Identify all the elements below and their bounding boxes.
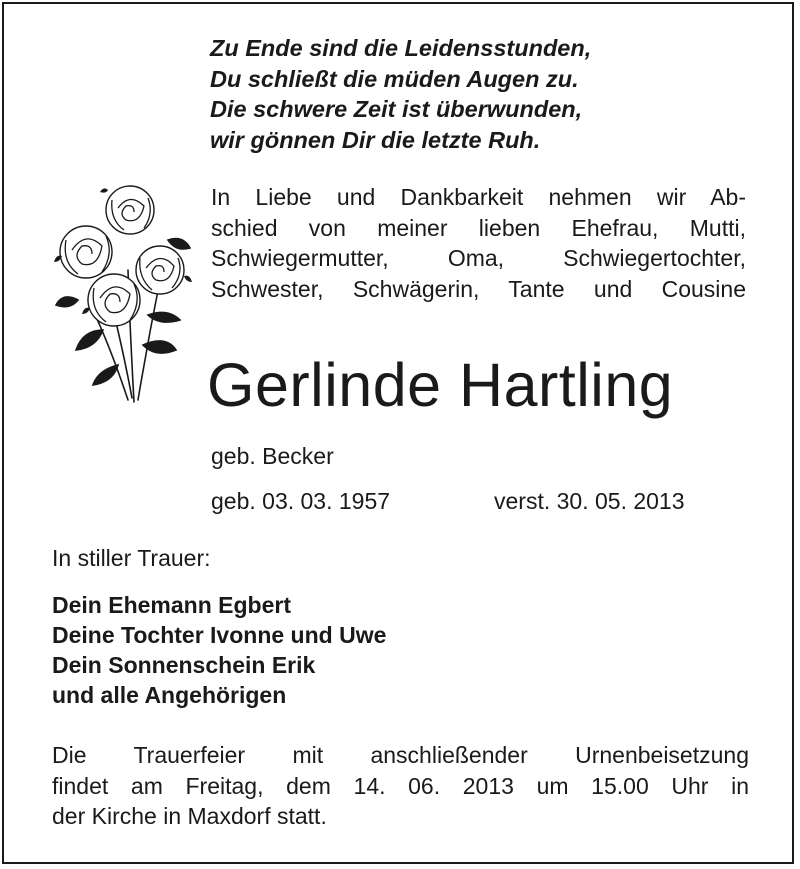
poem-line: wir gönnen Dir die letzte Ruh. — [210, 126, 541, 153]
mourning-heading: In stiller Trauer: — [52, 545, 211, 571]
roses-illustration-icon — [48, 180, 198, 405]
farewell-text — [211, 182, 746, 304]
farewell-line: In Liebe und Dankbarkeit nehmen wir Ab- — [211, 184, 746, 210]
mourner-name: Dein Ehemann Egbert — [52, 592, 291, 618]
mourner-name: und alle Angehörigen — [52, 682, 287, 708]
mourner-name: Dein Sonnenschein Erik — [52, 652, 316, 678]
mourner-name: Deine Tochter Ivonne und Uwe — [52, 622, 387, 648]
deceased-name: Gerlinde Hartling — [207, 351, 674, 419]
service-line: der Kirche in Maxdorf statt. — [52, 803, 327, 829]
farewell-line: Schwester, Schwägerin, Tante und Cousine — [211, 275, 746, 302]
service-line: findet am Freitag, dem 14. 06. 2013 um 15.00 Uhr in — [52, 772, 749, 799]
poem-line: Zu Ende sind die Leidensstunden, — [210, 35, 592, 61]
maiden-name: geb. Becker — [211, 443, 334, 469]
poem-line: Du schließt die müden Augen zu. — [210, 65, 579, 92]
service-announcement — [52, 740, 749, 832]
poem-line: Die schwere Zeit ist überwunden, — [210, 96, 583, 122]
poem-verse — [210, 33, 591, 155]
death-date: verst. 30. 05. 2013 — [494, 488, 685, 514]
farewell-line: schied von meiner lieben Ehefrau, Mutti, — [211, 214, 746, 241]
mourners-list — [52, 590, 386, 710]
service-line: Die Trauerfeier mit anschließender Urnenbeisetzung — [52, 742, 749, 768]
farewell-line: Schwiegermutter, Oma, Schwiegertochter, — [211, 245, 746, 271]
birth-date: geb. 03. 03. 1957 — [211, 488, 391, 514]
